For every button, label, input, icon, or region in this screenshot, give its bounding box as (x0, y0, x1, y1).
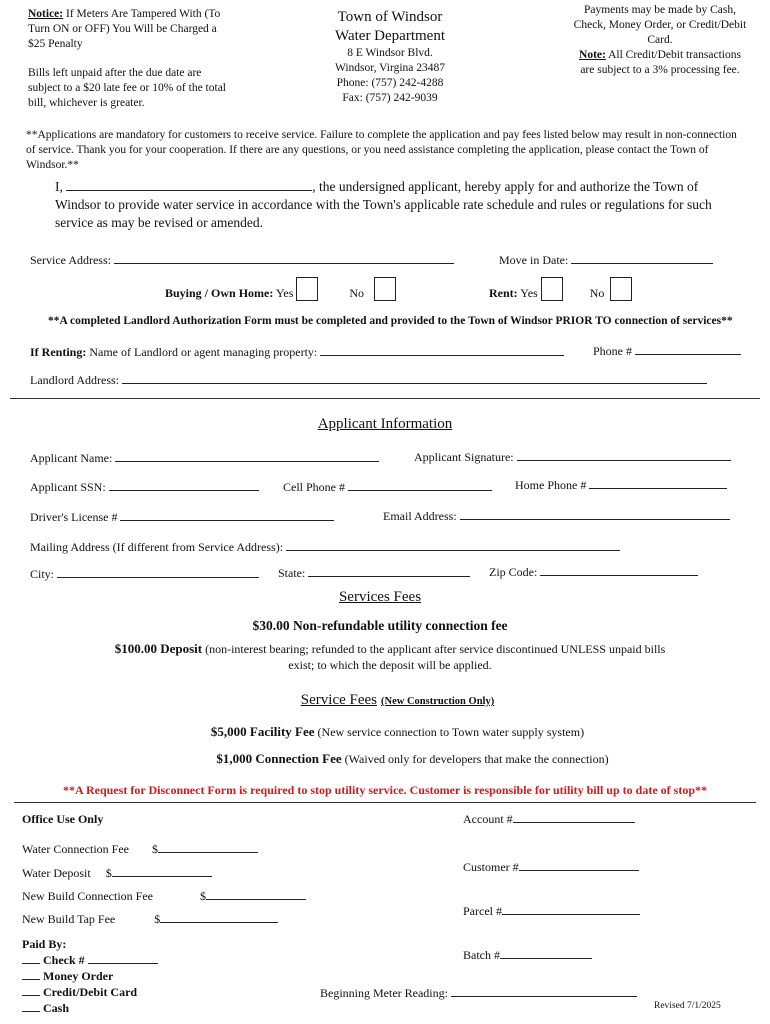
mailing-address-field[interactable] (286, 539, 620, 551)
water-connection-field[interactable] (158, 841, 258, 853)
declaration-prefix: I, (55, 179, 67, 194)
water-deposit-dollar: $ (105, 866, 112, 880)
applicant-signature-field[interactable] (517, 449, 731, 461)
zip-label: Zip Code: (489, 565, 538, 579)
landlord-address-field[interactable] (122, 372, 707, 384)
new-build-tap-label: New Build Tap Fee (22, 912, 116, 926)
water-deposit-row (22, 865, 212, 881)
water-deposit-label: Water Deposit (22, 866, 91, 880)
meter-reading-label: Beginning Meter Reading: (320, 986, 448, 1000)
state-row (278, 565, 470, 581)
cell-phone-field[interactable] (348, 479, 492, 491)
notice-text: If Meters Are Tampered With (To Turn ON or OFF) You Will be Charged a $25 Penalty (28, 8, 221, 50)
city-label: City: (30, 567, 55, 581)
account-label: Account # (463, 812, 513, 826)
declarant-name-field[interactable] (66, 179, 312, 191)
applicant-name-label: Applicant Name: (30, 451, 113, 465)
meter-reading-field[interactable] (451, 985, 637, 997)
paid-cash-label: Cash (43, 1001, 70, 1015)
move-in-label: Move in Date: (499, 253, 569, 267)
buying-no-label: No (349, 286, 365, 300)
water-deposit-field[interactable] (112, 865, 212, 877)
landlord-phone-field[interactable] (635, 343, 741, 355)
deposit-amount: $100.00 Deposit (114, 641, 203, 656)
landlord-name-field[interactable] (320, 344, 564, 356)
revised-date: Revised 7/1/2025 (654, 1001, 721, 1011)
zip-row (489, 564, 698, 580)
service-address-row (30, 252, 454, 268)
batch-row (463, 947, 592, 963)
tamper-notice (28, 7, 228, 52)
state-label: State: (278, 566, 306, 580)
email-row (383, 508, 730, 524)
applicant-name-field[interactable] (115, 450, 379, 462)
renting-row (30, 344, 564, 360)
landlord-phone-row (593, 343, 741, 359)
landlord-form-notice: **A completed Landlord Authorization Form must be completed and provided to the Town of Windsor PRIOR TO connection of services** (48, 315, 733, 327)
new-construction-title (0, 691, 770, 710)
renting-text: Name of Landlord or agent managing property: (86, 345, 318, 359)
parcel-field[interactable] (502, 903, 640, 915)
buying-row (165, 277, 396, 301)
service-address-field[interactable] (114, 252, 454, 264)
rent-label: Rent: (489, 286, 518, 300)
org-address-line1: 8 E Windsor Blvd. (347, 47, 433, 59)
rent-no-checkbox[interactable] (610, 277, 632, 301)
new-build-connection-label: New Build Connection Fee (22, 889, 153, 903)
service-address-label: Service Address: (30, 253, 111, 267)
paid-cash-row (22, 1000, 158, 1016)
paid-cash-field[interactable] (22, 1000, 40, 1012)
new-build-connection-dollar: $ (199, 889, 206, 903)
org-department: Water Department (335, 28, 445, 44)
parcel-label: Parcel # (463, 904, 502, 918)
paid-card-field[interactable] (22, 984, 40, 996)
org-block (300, 8, 480, 106)
buying-label: Buying / Own Home: (165, 286, 274, 300)
new-build-connection-field[interactable] (206, 888, 306, 900)
late-fee-notice: Bills left unpaid after the due date are subject to a $20 late fee or 10% of the total bill, whichever is greater. (28, 67, 226, 109)
landlord-phone-label: Phone # (593, 344, 632, 358)
buying-yes-label: Yes (275, 286, 294, 300)
state-field[interactable] (308, 565, 470, 577)
mailing-address-row (30, 539, 620, 555)
city-row (30, 566, 259, 582)
notice-label: Notice: (28, 8, 64, 20)
water-connection-row (22, 841, 258, 857)
buying-yes-checkbox[interactable] (296, 277, 318, 301)
deposit-info (110, 641, 670, 673)
paid-card-row (22, 984, 158, 1000)
renting-label: If Renting: (30, 345, 87, 359)
connection-fee-new (0, 751, 770, 767)
ssn-label: Applicant SSN: (30, 480, 106, 494)
batch-label: Batch # (463, 948, 500, 962)
paid-by-block (22, 936, 158, 1016)
org-name: Town of Windsor (337, 9, 443, 25)
payment-info (572, 3, 748, 78)
account-row (463, 811, 635, 827)
cell-phone-label: Cell Phone # (283, 480, 345, 494)
customer-row (463, 859, 639, 875)
zip-field[interactable] (540, 564, 698, 576)
office-divider (14, 802, 756, 803)
paid-check-label: Check # (43, 953, 85, 967)
batch-field[interactable] (500, 947, 592, 959)
rent-row (489, 277, 632, 301)
facility-fee-text: (New service connection to Town water supply system) (314, 725, 585, 739)
meter-reading-row (320, 985, 637, 1001)
mailing-address-label: Mailing Address (If different from Service Address): (30, 540, 284, 554)
declaration-text: , the undersigned applicant, hereby apply for and authorize the Town of Windsor to provide water service in accordance with the Town's applicable rate schedule and rules or regulations for such service as may be revised or amended. (55, 179, 712, 230)
new-build-tap-row (22, 911, 278, 927)
new-build-tap-dollar: $ (154, 912, 161, 926)
rent-yes-label: Yes (520, 286, 538, 300)
landlord-address-row (30, 372, 707, 388)
home-phone-row (515, 477, 727, 493)
applicant-name-row (30, 450, 379, 466)
new-fees-title: Service Fees (300, 692, 378, 708)
paid-card-label: Credit/Debit Card (43, 985, 138, 999)
parcel-row (463, 903, 640, 919)
paid-money-order-field[interactable] (22, 968, 40, 980)
buying-no-checkbox[interactable] (374, 277, 396, 301)
section-divider (10, 398, 760, 399)
water-connection-label: Water Connection Fee (22, 842, 129, 856)
city-field[interactable] (57, 566, 259, 578)
paid-check-field[interactable] (22, 952, 40, 964)
org-phone: Phone: (757) 242-4288 (336, 77, 444, 89)
license-label: Driver's License # (30, 510, 118, 524)
move-in-date-field[interactable] (571, 252, 713, 264)
paid-check-row (22, 952, 158, 968)
org-address-line2: Windsor, Virgina 23487 (334, 62, 446, 74)
license-field[interactable] (120, 509, 334, 521)
facility-fee (0, 724, 770, 740)
paid-money-order-row (22, 968, 158, 984)
applicant-section-title: Applicant Information (317, 416, 453, 432)
email-field[interactable] (460, 508, 730, 520)
connection-fee: $30.00 Non-refundable utility connection fee (252, 618, 508, 633)
license-row (30, 509, 334, 525)
office-use-title: Office Use Only (22, 812, 104, 826)
customer-label: Customer # (463, 860, 519, 874)
note-text: All Credit/Debit transactions are subject to a 3% processing fee. (580, 49, 741, 76)
ssn-row (30, 479, 259, 495)
new-build-tap-field[interactable] (160, 911, 278, 923)
org-fax: Fax: (757) 242-9039 (342, 92, 438, 104)
rent-no-label: No (589, 286, 605, 300)
ssn-field[interactable] (109, 479, 259, 491)
payment-methods: Payments may be made by Cash, Check, Money Order, or Credit/Debit Card. (573, 4, 747, 46)
paid-money-order-label: Money Order (43, 969, 114, 983)
note-label: Note: (579, 49, 606, 61)
home-phone-field[interactable] (589, 477, 727, 489)
landlord-address-label: Landlord Address: (30, 373, 119, 387)
connection-fee-amount: $1,000 Connection Fee (216, 751, 342, 766)
connection-fee-text: (Waived only for developers that make the connection) (341, 752, 609, 766)
facility-fee-amount: $5,000 Facility Fee (210, 724, 315, 739)
check-number-field[interactable] (88, 952, 158, 964)
mandatory-notice: **Applications are mandatory for customers to receive service. Failure to complete the application and pay fees listed below may result in non-connection of service. Thank you for your cooperation. If there are any questions, or you need assistance completing the application, please contact the Town of Windsor.** (26, 129, 737, 171)
disconnect-notice: **A Request for Disconnect Form is required to stop utility service. Customer is responsible for utility bill up to date of stop** (63, 783, 707, 797)
applicant-declaration (55, 178, 715, 232)
new-build-connection-row (22, 888, 306, 904)
cell-phone-row (283, 479, 492, 495)
water-connection-dollar: $ (152, 842, 158, 856)
customer-field[interactable] (519, 859, 639, 871)
move-in-row (499, 252, 713, 268)
applicant-signature-row (414, 449, 731, 465)
rent-yes-checkbox[interactable] (541, 277, 563, 301)
applicant-signature-label: Applicant Signature: (414, 450, 514, 464)
deposit-text: (non-interest bearing; refunded to the applicant after service discontinued UNLESS unpaid bills exist; to which the deposit will be applied. (202, 642, 666, 672)
home-phone-label: Home Phone # (515, 478, 587, 492)
account-field[interactable] (513, 811, 635, 823)
new-fees-subtitle: (New Construction Only) (381, 696, 495, 707)
paid-by-label: Paid By: (22, 937, 67, 951)
fees-title: Services Fees (338, 589, 422, 605)
email-label: Email Address: (383, 509, 457, 523)
